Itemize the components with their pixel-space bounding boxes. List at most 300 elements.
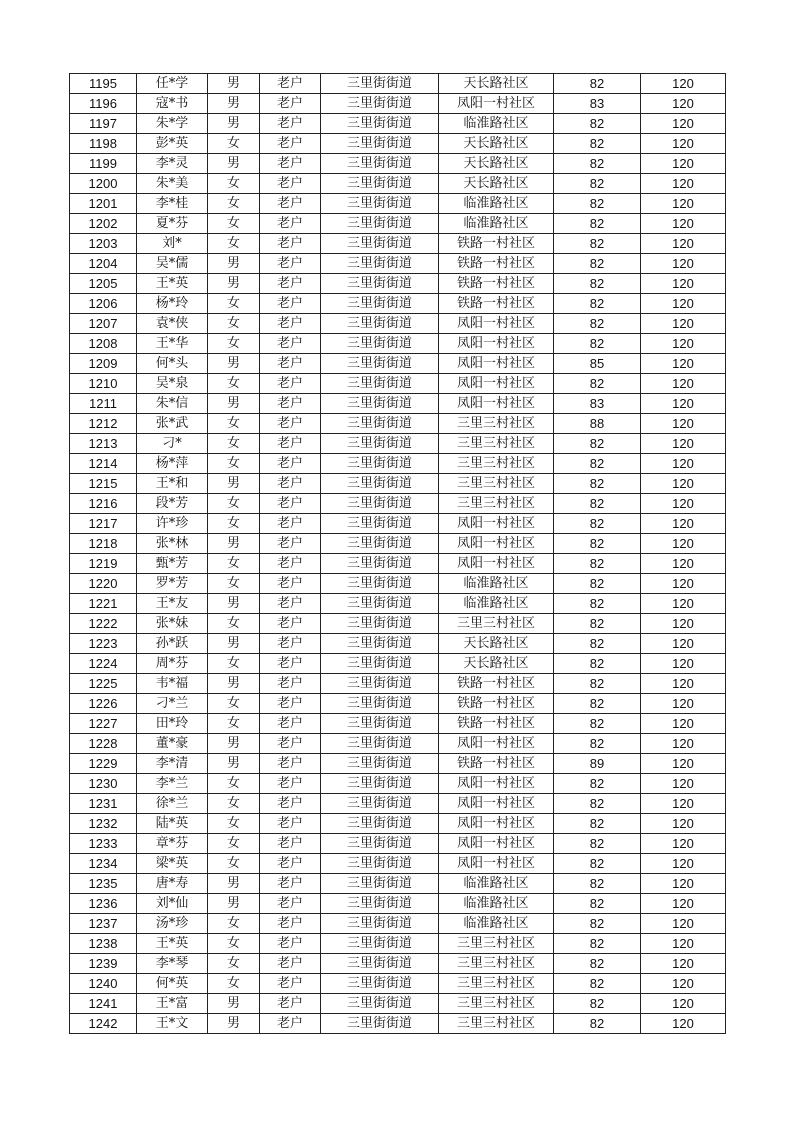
cell-age: 82 <box>554 914 641 934</box>
cell-amount: 120 <box>641 834 726 854</box>
cell-gender: 男 <box>208 894 260 914</box>
cell-community: 凤阳一村社区 <box>439 514 554 534</box>
cell-age: 82 <box>554 174 641 194</box>
cell-name: 袁*侠 <box>137 314 208 334</box>
cell-serial-number: 1205 <box>70 274 137 294</box>
cell-household-type: 老户 <box>260 534 321 554</box>
cell-age: 82 <box>554 934 641 954</box>
table-row <box>70 894 726 914</box>
cell-name: 李*桂 <box>137 194 208 214</box>
cell-name: 吴*儒 <box>137 254 208 274</box>
cell-subdistrict: 三里街街道 <box>321 634 439 654</box>
cell-amount: 120 <box>641 214 726 234</box>
cell-community: 铁路一村社区 <box>439 694 554 714</box>
cell-community: 凤阳一村社区 <box>439 794 554 814</box>
cell-community: 三里三村社区 <box>439 954 554 974</box>
cell-serial-number: 1201 <box>70 194 137 214</box>
cell-amount: 120 <box>641 134 726 154</box>
cell-name: 徐*兰 <box>137 794 208 814</box>
cell-age: 82 <box>554 374 641 394</box>
cell-name: 吴*泉 <box>137 374 208 394</box>
cell-community: 三里三村社区 <box>439 1014 554 1034</box>
cell-household-type: 老户 <box>260 414 321 434</box>
cell-household-type: 老户 <box>260 434 321 454</box>
cell-household-type: 老户 <box>260 774 321 794</box>
cell-name: 寇*书 <box>137 94 208 114</box>
cell-subdistrict: 三里街街道 <box>321 394 439 414</box>
cell-name: 田*玲 <box>137 714 208 734</box>
cell-name: 王*英 <box>137 934 208 954</box>
cell-household-type: 老户 <box>260 94 321 114</box>
cell-household-type: 老户 <box>260 674 321 694</box>
table-row <box>70 474 726 494</box>
cell-amount: 120 <box>641 954 726 974</box>
cell-name: 刘*仙 <box>137 894 208 914</box>
cell-age: 82 <box>554 194 641 214</box>
table-row <box>70 494 726 514</box>
cell-household-type: 老户 <box>260 494 321 514</box>
cell-gender: 女 <box>208 694 260 714</box>
cell-community: 凤阳一村社区 <box>439 354 554 374</box>
cell-name: 朱*学 <box>137 114 208 134</box>
cell-serial-number: 1232 <box>70 814 137 834</box>
cell-amount: 120 <box>641 174 726 194</box>
cell-household-type: 老户 <box>260 734 321 754</box>
cell-community: 三里三村社区 <box>439 474 554 494</box>
cell-name: 梁*英 <box>137 854 208 874</box>
table-row <box>70 174 726 194</box>
cell-age: 82 <box>554 794 641 814</box>
cell-name: 段*芳 <box>137 494 208 514</box>
cell-name: 章*芬 <box>137 834 208 854</box>
cell-subdistrict: 三里街街道 <box>321 594 439 614</box>
cell-serial-number: 1215 <box>70 474 137 494</box>
cell-amount: 120 <box>641 1014 726 1034</box>
cell-gender: 女 <box>208 214 260 234</box>
cell-household-type: 老户 <box>260 314 321 334</box>
table-row <box>70 274 726 294</box>
cell-age: 82 <box>554 734 641 754</box>
cell-gender: 女 <box>208 514 260 534</box>
cell-name: 王*和 <box>137 474 208 494</box>
cell-name: 朱*信 <box>137 394 208 414</box>
cell-gender: 女 <box>208 974 260 994</box>
cell-community: 铁路一村社区 <box>439 254 554 274</box>
cell-age: 82 <box>554 154 641 174</box>
cell-subdistrict: 三里街街道 <box>321 674 439 694</box>
cell-gender: 男 <box>208 994 260 1014</box>
cell-age: 82 <box>554 514 641 534</box>
cell-community: 天长路社区 <box>439 654 554 674</box>
cell-community: 凤阳一村社区 <box>439 334 554 354</box>
cell-age: 82 <box>554 494 641 514</box>
cell-name: 张*妹 <box>137 614 208 634</box>
cell-community: 临淮路社区 <box>439 214 554 234</box>
cell-serial-number: 1209 <box>70 354 137 374</box>
cell-age: 82 <box>554 774 641 794</box>
table-row <box>70 554 726 574</box>
cell-age: 82 <box>554 994 641 1014</box>
cell-age: 82 <box>554 614 641 634</box>
cell-gender: 男 <box>208 354 260 374</box>
cell-amount: 120 <box>641 934 726 954</box>
cell-household-type: 老户 <box>260 754 321 774</box>
cell-household-type: 老户 <box>260 994 321 1014</box>
cell-amount: 120 <box>641 794 726 814</box>
cell-amount: 120 <box>641 894 726 914</box>
cell-gender: 女 <box>208 334 260 354</box>
cell-community: 凤阳一村社区 <box>439 374 554 394</box>
cell-household-type: 老户 <box>260 794 321 814</box>
cell-gender: 男 <box>208 594 260 614</box>
cell-serial-number: 1236 <box>70 894 137 914</box>
cell-age: 89 <box>554 754 641 774</box>
cell-subdistrict: 三里街街道 <box>321 554 439 574</box>
cell-community: 凤阳一村社区 <box>439 834 554 854</box>
cell-subdistrict: 三里街街道 <box>321 754 439 774</box>
cell-gender: 女 <box>208 814 260 834</box>
cell-subdistrict: 三里街街道 <box>321 314 439 334</box>
cell-age: 82 <box>554 814 641 834</box>
cell-serial-number: 1204 <box>70 254 137 274</box>
cell-serial-number: 1214 <box>70 454 137 474</box>
cell-name: 杨*萍 <box>137 454 208 474</box>
cell-age: 82 <box>554 674 641 694</box>
cell-community: 三里三村社区 <box>439 434 554 454</box>
cell-community: 临淮路社区 <box>439 894 554 914</box>
cell-serial-number: 1235 <box>70 874 137 894</box>
cell-age: 83 <box>554 94 641 114</box>
cell-amount: 120 <box>641 254 726 274</box>
cell-gender: 女 <box>208 454 260 474</box>
cell-name: 李*灵 <box>137 154 208 174</box>
cell-age: 82 <box>554 314 641 334</box>
cell-gender: 女 <box>208 554 260 574</box>
cell-serial-number: 1213 <box>70 434 137 454</box>
cell-age: 82 <box>554 234 641 254</box>
cell-subdistrict: 三里街街道 <box>321 174 439 194</box>
cell-amount: 120 <box>641 394 726 414</box>
cell-name: 刘* <box>137 234 208 254</box>
cell-gender: 女 <box>208 234 260 254</box>
cell-amount: 120 <box>641 994 726 1014</box>
cell-community: 铁路一村社区 <box>439 234 554 254</box>
cell-community: 三里三村社区 <box>439 974 554 994</box>
cell-age: 82 <box>554 434 641 454</box>
table-row <box>70 294 726 314</box>
cell-name: 许*珍 <box>137 514 208 534</box>
table-row <box>70 934 726 954</box>
cell-household-type: 老户 <box>260 354 321 374</box>
cell-serial-number: 1211 <box>70 394 137 414</box>
table-row <box>70 74 726 94</box>
cell-amount: 120 <box>641 874 726 894</box>
cell-household-type: 老户 <box>260 714 321 734</box>
cell-serial-number: 1239 <box>70 954 137 974</box>
cell-household-type: 老户 <box>260 214 321 234</box>
table-row <box>70 574 726 594</box>
cell-subdistrict: 三里街街道 <box>321 834 439 854</box>
cell-amount: 120 <box>641 774 726 794</box>
cell-age: 82 <box>554 274 641 294</box>
cell-household-type: 老户 <box>260 694 321 714</box>
cell-community: 铁路一村社区 <box>439 294 554 314</box>
table-row <box>70 514 726 534</box>
cell-community: 凤阳一村社区 <box>439 314 554 334</box>
cell-age: 82 <box>554 474 641 494</box>
cell-subdistrict: 三里街街道 <box>321 414 439 434</box>
cell-gender: 女 <box>208 574 260 594</box>
cell-community: 临淮路社区 <box>439 874 554 894</box>
cell-serial-number: 1210 <box>70 374 137 394</box>
cell-household-type: 老户 <box>260 614 321 634</box>
cell-name: 张*林 <box>137 534 208 554</box>
cell-subdistrict: 三里街街道 <box>321 934 439 954</box>
cell-amount: 120 <box>641 974 726 994</box>
cell-amount: 120 <box>641 114 726 134</box>
cell-serial-number: 1195 <box>70 74 137 94</box>
cell-community: 临淮路社区 <box>439 114 554 134</box>
table-row <box>70 194 726 214</box>
table-row <box>70 654 726 674</box>
cell-amount: 120 <box>641 294 726 314</box>
cell-subdistrict: 三里街街道 <box>321 874 439 894</box>
cell-name: 王*文 <box>137 1014 208 1034</box>
cell-subdistrict: 三里街街道 <box>321 714 439 734</box>
cell-age: 82 <box>554 214 641 234</box>
cell-subdistrict: 三里街街道 <box>321 494 439 514</box>
cell-name: 王*友 <box>137 594 208 614</box>
table-row <box>70 614 726 634</box>
cell-age: 82 <box>554 334 641 354</box>
cell-name: 汤*珍 <box>137 914 208 934</box>
cell-age: 82 <box>554 254 641 274</box>
cell-household-type: 老户 <box>260 934 321 954</box>
cell-age: 82 <box>554 294 641 314</box>
table-row <box>70 634 726 654</box>
cell-age: 82 <box>554 1014 641 1034</box>
cell-gender: 女 <box>208 414 260 434</box>
table-row <box>70 794 726 814</box>
cell-serial-number: 1198 <box>70 134 137 154</box>
cell-community: 凤阳一村社区 <box>439 854 554 874</box>
cell-serial-number: 1200 <box>70 174 137 194</box>
cell-amount: 120 <box>641 914 726 934</box>
cell-subdistrict: 三里街街道 <box>321 894 439 914</box>
cell-household-type: 老户 <box>260 394 321 414</box>
table-row <box>70 994 726 1014</box>
cell-community: 天长路社区 <box>439 154 554 174</box>
cell-serial-number: 1221 <box>70 594 137 614</box>
cell-serial-number: 1218 <box>70 534 137 554</box>
cell-household-type: 老户 <box>260 274 321 294</box>
cell-amount: 120 <box>641 714 726 734</box>
cell-amount: 120 <box>641 854 726 874</box>
cell-subdistrict: 三里街街道 <box>321 1014 439 1034</box>
cell-amount: 120 <box>641 754 726 774</box>
table-row <box>70 594 726 614</box>
cell-community: 铁路一村社区 <box>439 714 554 734</box>
cell-amount: 120 <box>641 814 726 834</box>
cell-subdistrict: 三里街街道 <box>321 214 439 234</box>
cell-amount: 120 <box>641 474 726 494</box>
cell-amount: 120 <box>641 374 726 394</box>
cell-amount: 120 <box>641 554 726 574</box>
cell-household-type: 老户 <box>260 374 321 394</box>
cell-age: 82 <box>554 114 641 134</box>
table-row <box>70 394 726 414</box>
cell-age: 85 <box>554 354 641 374</box>
cell-serial-number: 1226 <box>70 694 137 714</box>
cell-gender: 男 <box>208 754 260 774</box>
cell-subdistrict: 三里街街道 <box>321 114 439 134</box>
cell-serial-number: 1227 <box>70 714 137 734</box>
cell-age: 82 <box>554 874 641 894</box>
cell-subdistrict: 三里街街道 <box>321 854 439 874</box>
cell-subdistrict: 三里街街道 <box>321 334 439 354</box>
cell-household-type: 老户 <box>260 594 321 614</box>
cell-serial-number: 1237 <box>70 914 137 934</box>
cell-gender: 男 <box>208 94 260 114</box>
cell-serial-number: 1207 <box>70 314 137 334</box>
cell-subdistrict: 三里街街道 <box>321 954 439 974</box>
cell-subdistrict: 三里街街道 <box>321 194 439 214</box>
cell-serial-number: 1229 <box>70 754 137 774</box>
cell-name: 唐*寿 <box>137 874 208 894</box>
cell-gender: 男 <box>208 254 260 274</box>
cell-amount: 120 <box>641 74 726 94</box>
cell-household-type: 老户 <box>260 954 321 974</box>
cell-gender: 男 <box>208 74 260 94</box>
table-row <box>70 814 726 834</box>
cell-subdistrict: 三里街街道 <box>321 454 439 474</box>
cell-serial-number: 1242 <box>70 1014 137 1034</box>
cell-amount: 120 <box>641 94 726 114</box>
cell-subdistrict: 三里街街道 <box>321 294 439 314</box>
cell-gender: 女 <box>208 194 260 214</box>
cell-amount: 120 <box>641 314 726 334</box>
cell-subdistrict: 三里街街道 <box>321 774 439 794</box>
cell-subdistrict: 三里街街道 <box>321 514 439 534</box>
cell-gender: 女 <box>208 954 260 974</box>
cell-household-type: 老户 <box>260 974 321 994</box>
cell-gender: 男 <box>208 114 260 134</box>
cell-subdistrict: 三里街街道 <box>321 274 439 294</box>
cell-serial-number: 1240 <box>70 974 137 994</box>
table-row <box>70 1014 726 1034</box>
cell-name: 刁*兰 <box>137 694 208 714</box>
cell-amount: 120 <box>641 734 726 754</box>
cell-community: 临淮路社区 <box>439 194 554 214</box>
cell-gender: 女 <box>208 294 260 314</box>
cell-name: 董*豪 <box>137 734 208 754</box>
cell-age: 82 <box>554 74 641 94</box>
cell-subdistrict: 三里街街道 <box>321 534 439 554</box>
cell-gender: 女 <box>208 314 260 334</box>
cell-age: 82 <box>554 654 641 674</box>
cell-age: 82 <box>554 894 641 914</box>
cell-amount: 120 <box>641 634 726 654</box>
cell-serial-number: 1202 <box>70 214 137 234</box>
cell-name: 任*学 <box>137 74 208 94</box>
cell-amount: 120 <box>641 514 726 534</box>
table-row <box>70 334 726 354</box>
cell-age: 82 <box>554 594 641 614</box>
cell-amount: 120 <box>641 674 726 694</box>
cell-community: 三里三村社区 <box>439 614 554 634</box>
cell-community: 天长路社区 <box>439 74 554 94</box>
cell-age: 82 <box>554 634 641 654</box>
cell-household-type: 老户 <box>260 454 321 474</box>
cell-household-type: 老户 <box>260 154 321 174</box>
cell-household-type: 老户 <box>260 854 321 874</box>
roster-table <box>69 73 726 1034</box>
table-row <box>70 674 726 694</box>
cell-household-type: 老户 <box>260 834 321 854</box>
cell-serial-number: 1197 <box>70 114 137 134</box>
cell-gender: 女 <box>208 794 260 814</box>
table-row <box>70 114 726 134</box>
cell-community: 凤阳一村社区 <box>439 554 554 574</box>
cell-gender: 女 <box>208 494 260 514</box>
cell-serial-number: 1238 <box>70 934 137 954</box>
cell-serial-number: 1231 <box>70 794 137 814</box>
cell-age: 82 <box>554 854 641 874</box>
cell-household-type: 老户 <box>260 874 321 894</box>
table-row <box>70 214 726 234</box>
cell-serial-number: 1216 <box>70 494 137 514</box>
cell-name: 彭*英 <box>137 134 208 154</box>
cell-community: 临淮路社区 <box>439 914 554 934</box>
cell-amount: 120 <box>641 614 726 634</box>
cell-serial-number: 1234 <box>70 854 137 874</box>
cell-subdistrict: 三里街街道 <box>321 574 439 594</box>
cell-subdistrict: 三里街街道 <box>321 234 439 254</box>
cell-household-type: 老户 <box>260 254 321 274</box>
cell-amount: 120 <box>641 154 726 174</box>
cell-community: 凤阳一村社区 <box>439 94 554 114</box>
cell-subdistrict: 三里街街道 <box>321 74 439 94</box>
cell-subdistrict: 三里街街道 <box>321 994 439 1014</box>
cell-gender: 女 <box>208 174 260 194</box>
cell-community: 三里三村社区 <box>439 414 554 434</box>
table-row <box>70 874 726 894</box>
table-row <box>70 854 726 874</box>
cell-serial-number: 1233 <box>70 834 137 854</box>
table-row <box>70 454 726 474</box>
cell-serial-number: 1228 <box>70 734 137 754</box>
cell-amount: 120 <box>641 594 726 614</box>
cell-subdistrict: 三里街街道 <box>321 354 439 374</box>
table-row <box>70 914 726 934</box>
table-row <box>70 354 726 374</box>
cell-serial-number: 1196 <box>70 94 137 114</box>
cell-gender: 男 <box>208 274 260 294</box>
table-row <box>70 834 726 854</box>
cell-household-type: 老户 <box>260 634 321 654</box>
cell-name: 夏*芬 <box>137 214 208 234</box>
cell-household-type: 老户 <box>260 894 321 914</box>
cell-name: 何*英 <box>137 974 208 994</box>
cell-community: 铁路一村社区 <box>439 274 554 294</box>
cell-name: 陆*英 <box>137 814 208 834</box>
cell-serial-number: 1223 <box>70 634 137 654</box>
cell-household-type: 老户 <box>260 74 321 94</box>
cell-household-type: 老户 <box>260 554 321 574</box>
cell-gender: 男 <box>208 634 260 654</box>
cell-name: 王*英 <box>137 274 208 294</box>
cell-subdistrict: 三里街街道 <box>321 614 439 634</box>
